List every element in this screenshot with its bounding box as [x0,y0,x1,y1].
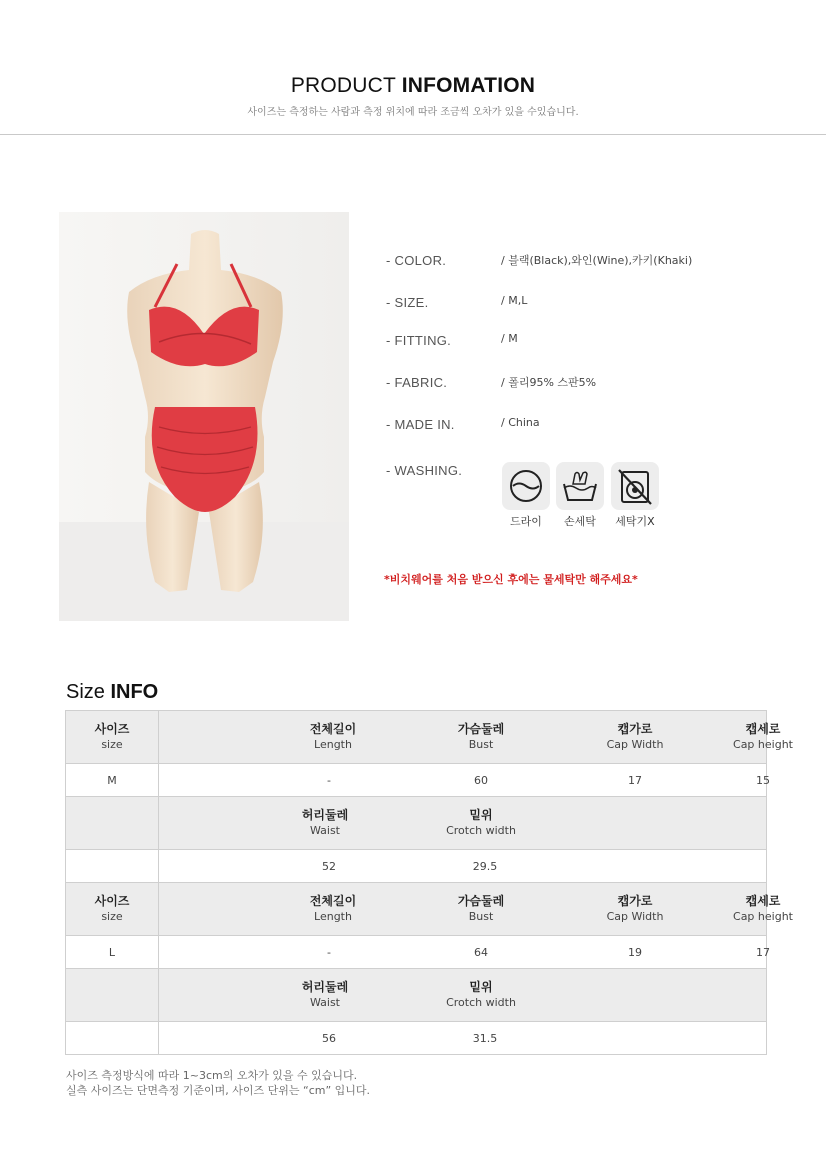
spec-label-size: - SIZE. [386,295,429,310]
header-en: Crotch width [446,996,516,1009]
size-table [65,710,793,1055]
header-cell [426,797,536,849]
value-cell [441,936,521,968]
measurement-value: 15 [756,773,770,787]
header-kr: 허리둘레 [301,808,349,822]
size-value-cell [67,936,157,968]
dry-clean-icon [502,462,550,510]
measurement-value: 52 [322,859,336,873]
value-cell [441,764,521,796]
no-machine-wash-icon [611,462,659,510]
spec-label-fabric: - FABRIC. [386,375,448,390]
header-cell [426,883,536,935]
table-row [66,850,767,883]
page-title: PRODUCT INFOMATION [290,74,536,97]
care-notice: *비치웨어를 처음 받으신 후에는 물세탁만 해주세요* [384,573,638,586]
measurement-cell [159,764,770,797]
header-en: Cap height [733,738,793,751]
header-en: Waist [309,996,340,1009]
value-cell [289,764,369,796]
spec-label-made-in: - MADE IN. [386,417,455,432]
dry-clean-label: 드라이 [510,515,542,528]
header-divider [0,134,826,135]
value-cell [445,1022,525,1054]
value-cell [289,936,369,968]
size-cell [66,969,159,1022]
table-header-row [66,797,767,850]
header-cell [270,969,380,1021]
header-size [67,711,157,763]
size-value: M [107,773,117,787]
measurement-value: - [327,773,331,787]
no-machine-wash-label: 세탁기X [615,515,655,528]
header-en: Waist [309,824,340,837]
header-kr: 캡가로 [617,722,653,736]
page-subtitle: 사이즈는 측정하는 사람과 측정 위치에 따라 조금씩 오차가 있을 수있습니다. [247,107,579,118]
size-value: L [108,945,116,959]
header-en: Cap height [733,910,793,923]
spec-value-color: / 블랙(Black),와인(Wine),카키(Khaki) [501,254,693,267]
size-cell [66,711,159,764]
size-info-title: Size INFO [66,681,159,703]
value-cell [723,936,803,968]
size-cell [66,764,159,797]
measurement-cell [159,711,793,764]
footnote-line-1: 사이즈 측정방식에 따라 1~3cm의 오차가 있을 수 있습니다. [66,1069,358,1082]
header-cell [426,969,536,1021]
header-cell [708,711,818,763]
measurement-value: 29.5 [472,859,498,873]
hand-wash-icon [556,462,604,510]
header-cell [708,883,818,935]
header-cell [278,711,388,763]
size-cell [66,797,159,850]
value-cell [723,764,803,796]
spec-value-fabric: / 폴리95% 스판5% [501,376,597,389]
measurement-cell [159,797,767,850]
header-kr: 허리둘레 [301,980,349,994]
value-cell [595,936,675,968]
header-kr: 가슴둘레 [457,722,505,736]
spec-value-made-in: / China [501,416,540,429]
measurement-value: 31.5 [472,1031,498,1045]
header-cell [270,797,380,849]
measurement-cell [159,1022,767,1055]
product-photo [59,212,349,621]
footnote-line-2: 실측 사이즈는 단면측정 기준이며, 사이즈 단위는 “cm” 입니다. [66,1084,371,1097]
table-header-row [66,969,767,1022]
header-kr: 사이즈 [94,894,130,908]
header-cell [580,883,690,935]
value-cell [445,850,525,882]
measurement-value: 56 [322,1031,336,1045]
measurement-value: 19 [628,945,642,959]
header-en: size [101,910,123,923]
header-en: Cap Width [606,738,664,751]
value-cell [289,1022,369,1054]
table-header-row [66,883,767,936]
value-cell [289,850,369,882]
header-kr: 전체길이 [309,722,357,736]
header-en: Cap Width [606,910,664,923]
measurement-value: - [327,945,331,959]
measurement-cell [159,883,793,936]
size-cell [66,936,159,969]
measurement-value: 64 [474,945,488,959]
table-row [66,936,767,969]
header-en: Crotch width [446,824,516,837]
spec-value-fitting: / M [501,332,518,345]
spec-value-size: / M,L [501,294,528,307]
header-en: Length [314,738,352,751]
header-en: size [101,738,123,751]
header-kr: 가슴둘레 [457,894,505,908]
header-cell [278,883,388,935]
header-en: Length [314,910,352,923]
header-kr: 밑위 [469,808,493,822]
header-kr: 전체길이 [309,894,357,908]
measurement-value: 60 [474,773,488,787]
size-cell [66,1022,159,1055]
spec-label-color: - COLOR. [386,253,447,268]
header-kr: 캡세로 [745,894,781,908]
header-size [67,883,157,935]
value-cell [595,764,675,796]
measurement-cell [159,936,770,969]
table-header-row [66,711,767,764]
header-cell [580,711,690,763]
spec-label-fitting: - FITTING. [386,333,452,348]
header-cell [426,711,536,763]
size-value-cell [67,764,157,796]
table-row [66,764,767,797]
header-en: Bust [468,738,494,751]
hand-wash-label: 손세탁 [564,515,596,528]
size-footnote [66,1068,370,1098]
header-kr: 밑위 [469,980,493,994]
header-kr: 캡가로 [617,894,653,908]
measurement-cell [159,850,767,883]
table-row [66,1022,767,1055]
header-kr: 사이즈 [94,722,130,736]
measurement-value: 17 [628,773,642,787]
measurement-value: 17 [756,945,770,959]
measurement-cell [159,969,767,1022]
header-kr: 캡세로 [745,722,781,736]
size-cell [66,883,159,936]
header-en: Bust [468,910,494,923]
spec-label-washing: - WASHING. [386,463,463,478]
size-cell [66,850,159,883]
